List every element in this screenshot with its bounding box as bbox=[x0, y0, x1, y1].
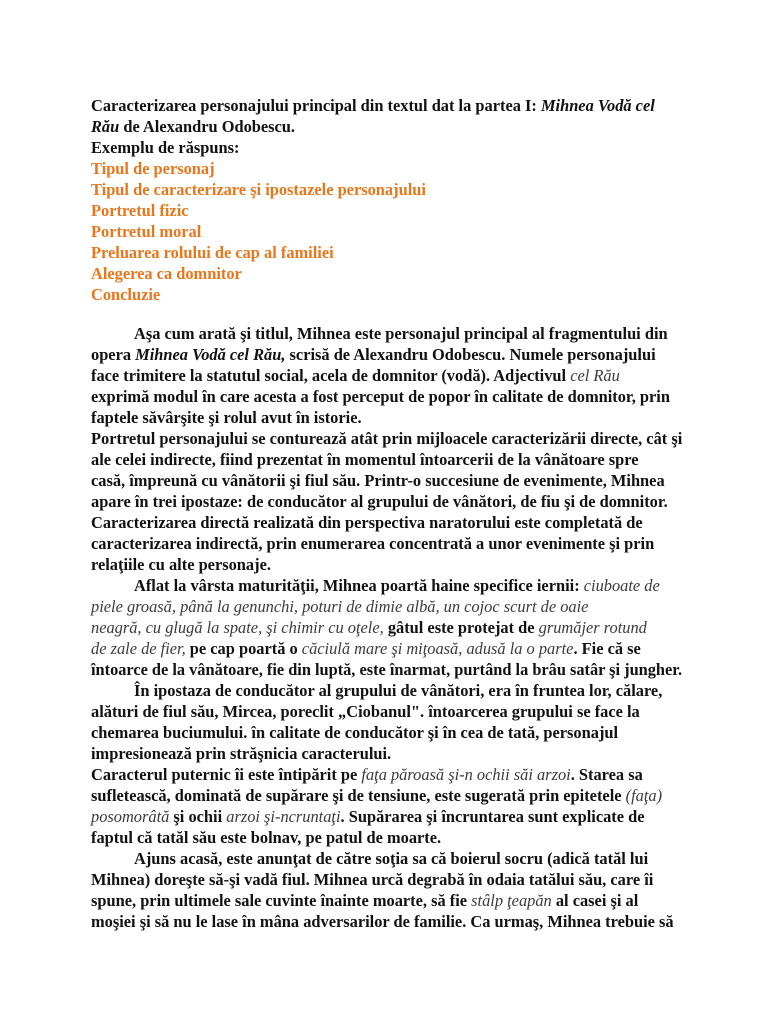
text-run: Caracterizarea personajului principal din textul dat la partea I: bbox=[91, 96, 541, 115]
text-run: chemarea buciumului. în calitate de conducător şi în cea de tată, personajul bbox=[91, 723, 619, 742]
body-line bbox=[91, 701, 640, 722]
outline-item: Tipul de caracterizare şi ipostazele personajului bbox=[91, 180, 426, 199]
emphasis-run: Mihnea Vodă cel Rău, bbox=[135, 345, 286, 364]
emphasis-run: neagră, cu glugă la spate, şi chimir cu oţele, bbox=[91, 618, 384, 637]
text-run: al casei şi al bbox=[551, 891, 639, 910]
body-line bbox=[91, 365, 620, 386]
body-line bbox=[91, 407, 362, 428]
body-line bbox=[91, 890, 638, 911]
emphasis-run: căciulă mare şi miţoasă, adusă la o parte bbox=[301, 639, 574, 658]
emphasis-run: arzoi şi-ncruntaţi bbox=[226, 807, 341, 826]
body-line bbox=[91, 344, 656, 365]
text-run: ale celei indirecte, fiind prezentat în momentul întoarcerii de la vânătoare spre bbox=[91, 450, 639, 469]
body-line bbox=[134, 575, 660, 596]
title-line-2 bbox=[91, 116, 295, 137]
text-run: Ajuns acasă, este anunţat de către soţia sa că boierul socru (adică tatăl lui bbox=[134, 849, 649, 868]
emphasis-run: (faţa) bbox=[625, 786, 663, 805]
outline-item: Portretul moral bbox=[91, 222, 202, 241]
outline-item: Portretul fizic bbox=[91, 201, 189, 220]
text-run: spune, prin ultimele sale cuvinte înainte moarte, să fie bbox=[91, 891, 472, 910]
text-run: şi ochii bbox=[169, 807, 227, 826]
text-run: face trimitere la statutul social, acela de domnitor (vodă). Adjectivul bbox=[91, 366, 571, 385]
body-line bbox=[91, 722, 618, 743]
emphasis-run: Mihnea Vodă cel bbox=[540, 96, 655, 115]
text-run: exprimă modul în care acesta a fost perceput de popor în calitate de domnitor, prin bbox=[91, 387, 670, 406]
emphasis-run: faţa păroasă şi-n ochii săi arzoi bbox=[361, 765, 571, 784]
body-line bbox=[91, 659, 682, 680]
body-line bbox=[91, 869, 653, 890]
body-line bbox=[91, 386, 670, 407]
emphasis-run: piele groasă, până la genunchi, poturi de dimie albă, un cojoc scurt de oaie bbox=[91, 597, 589, 616]
text-run: de Alexandru Odobescu. bbox=[119, 117, 296, 136]
emphasis-run: ciuboate de bbox=[583, 576, 660, 595]
text-run: apare în trei ipostaze: de conducător al grupului de vânători, de fiu şi de domnitor. bbox=[91, 492, 668, 511]
text-run: gâtul este protejat de bbox=[383, 618, 539, 637]
title-line-1 bbox=[91, 95, 655, 116]
text-run: În ipostaza de conducător al grupului de vânători, era în fruntea lor, călare, bbox=[134, 681, 663, 700]
outline-item: Tipul de personaj bbox=[91, 159, 215, 178]
text-run: faptul că tatăl său este bolnav, pe patul de moarte. bbox=[91, 828, 442, 847]
text-run: pe cap poartă o bbox=[185, 639, 302, 658]
body-line bbox=[91, 743, 391, 764]
body-line bbox=[91, 428, 682, 449]
text-run: relaţiile cu alte personaje. bbox=[91, 555, 271, 574]
text-run: Aflat la vârsta maturităţii, Mihnea poartă haine specifice iernii: bbox=[134, 576, 584, 595]
text-run: întoarce de la vânătoare, fie din luptă, este înarmat, purtând la brâu satâr şi jungher. bbox=[91, 660, 683, 679]
body-line bbox=[91, 533, 654, 554]
example-label: Exemplu de răspuns: bbox=[91, 138, 240, 157]
text-run: scrisă de Alexandru Odobescu. Numele personajului bbox=[285, 345, 656, 364]
body-line bbox=[134, 680, 662, 701]
outline-item: Alegerea ca domnitor bbox=[91, 264, 242, 283]
text-run: Portretul personajului se conturează atât prin mijloacele caracterizării directe, cât şi bbox=[91, 429, 683, 448]
text-run: Caracterul puternic îi este întipărit pe bbox=[91, 765, 362, 784]
text-run: . Fie că se bbox=[573, 639, 641, 658]
text-run: faptele săvârşite şi rolul avut în istorie. bbox=[91, 408, 362, 427]
emphasis-run: grumăjer rotund bbox=[538, 618, 647, 637]
body-line bbox=[91, 491, 668, 512]
emphasis-run: stâlp ţeapăn bbox=[471, 891, 552, 910]
body-line bbox=[91, 512, 643, 533]
body-line bbox=[91, 764, 643, 785]
text-run: alături de fiul său, Mircea, poreclit „Ciobanul". întoarcerea grupului se face la bbox=[91, 702, 640, 721]
emphasis-run: posomorâtă bbox=[91, 807, 170, 826]
body-line bbox=[134, 323, 668, 344]
outline-item: Preluarea rolului de cap al familiei bbox=[91, 243, 334, 262]
outline-item: Concluzie bbox=[91, 285, 161, 304]
body-line bbox=[134, 848, 648, 869]
text-run: . Supărarea şi încruntarea sunt explicate de bbox=[340, 807, 645, 826]
emphasis-run: de zale de fier, bbox=[91, 639, 186, 658]
text-run: sufletească, dominată de supărare şi de tensiune, este sugerată prin epitetele bbox=[91, 786, 626, 805]
body-line bbox=[91, 911, 674, 932]
text-run: casă, împreună cu vânătorii şi fiul său. Printr-o succesiune de evenimente, Mihnea bbox=[91, 471, 665, 490]
emphasis-run: cel Rău bbox=[570, 366, 620, 385]
body-line bbox=[91, 449, 639, 470]
text-run: opera bbox=[91, 345, 136, 364]
text-run: Caracterizarea directă realizată din perspectiva naratorului este completată de bbox=[91, 513, 643, 532]
body-line bbox=[91, 638, 641, 659]
emphasis-run: Rău bbox=[91, 117, 120, 136]
body-line bbox=[91, 554, 271, 575]
body-line bbox=[91, 617, 647, 638]
body-line bbox=[91, 785, 662, 806]
text-run: impresionează prin străşnicia caracterului. bbox=[91, 744, 392, 763]
body-line bbox=[91, 596, 588, 617]
body-line bbox=[91, 470, 665, 491]
text-run: Aşa cum arată şi titlul, Mihnea este personajul principal al fragmentului din bbox=[134, 324, 668, 343]
text-run: . Starea sa bbox=[570, 765, 643, 784]
text-run: moşiei şi să nu le lase în mâna adversarilor de familie. Ca urmaş, Mihnea trebuie să bbox=[91, 912, 674, 931]
text-run: caracterizarea indirectă, prin enumerarea concentrată a unor evenimente şi prin bbox=[91, 534, 655, 553]
body-line bbox=[91, 806, 645, 827]
body-line bbox=[91, 827, 441, 848]
text-run: Mihnea) doreşte să-şi vadă fiul. Mihnea urcă degrabă în odaia tatălui său, care îi bbox=[91, 870, 654, 889]
